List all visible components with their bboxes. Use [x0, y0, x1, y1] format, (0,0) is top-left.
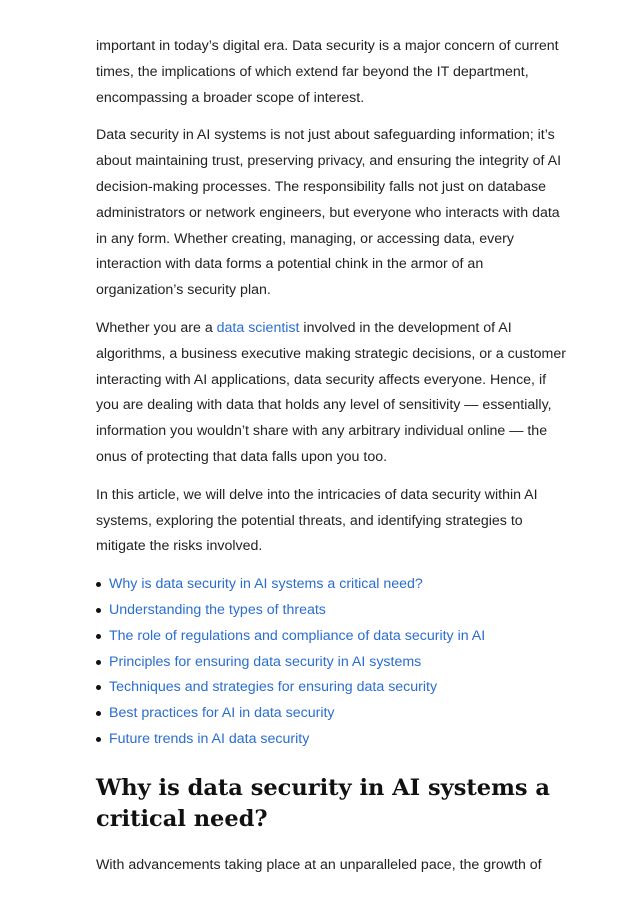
toc-link-techniques-strategies[interactable]: Techniques and strategies for ensuring data security	[109, 679, 438, 696]
toc-link-critical-need[interactable]: Why is data security in AI systems a critical need?	[109, 576, 423, 593]
toc-item	[96, 598, 566, 624]
article-body	[96, 34, 566, 891]
toc-link-regulations-compliance[interactable]: The role of regulations and compliance of data security in AI	[109, 627, 486, 644]
paragraph-text-before-link: Whether you are a	[96, 319, 217, 336]
toc-link-types-of-threats[interactable]: Understanding the types of threats	[109, 601, 326, 618]
paragraph-text-after-link: involved in the development of AI algorithms, a business executive making strategic decisions, or a customer interacting with AI applications, data security affects everyone. Hence, if you are dealing with data that holds any level of sensitivity — essentially, information you wouldn’t share with any arbitrary individual online — the onus of protecting that data falls upon you too.	[96, 319, 566, 465]
bullet-icon	[96, 685, 101, 690]
section-heading: Why is data security in AI systems a critical need?	[96, 774, 550, 832]
data-scientist-link[interactable]: data scientist	[216, 319, 300, 336]
paragraph-article-overview: In this article, we will delve into the intricacies of data security within AI systems, exploring the potential threats, and identifying strategies to mitigate the risks involved.	[96, 486, 538, 555]
toc-item	[96, 572, 566, 598]
toc-item	[96, 624, 566, 650]
toc-item	[96, 701, 566, 727]
table-of-contents	[96, 572, 566, 753]
bullet-icon	[96, 711, 101, 716]
bullet-icon	[96, 634, 101, 639]
paragraph-data-security-ai: Data security in AI systems is not just about safeguarding information; it’s about maintaining trust, preserving privacy, and ensuring the integrity of AI decision-making processes. The responsibility falls not just on database administrators or network engineers, but everyone who interacts with data in any form. Whether creating, managing, or accessing data, every interaction with data forms a potential chink in the armor of an organization’s security plan.	[96, 127, 562, 299]
toc-link-best-practices[interactable]: Best practices for AI in data security	[109, 705, 335, 722]
paragraph-intro-continued: important in today’s digital era. Data security is a major concern of current times, the implications of which extend far beyond the IT department, encompassing a broader scope of interest.	[96, 38, 559, 106]
toc-link-future-trends[interactable]: Future trends in AI data security	[109, 730, 310, 747]
toc-item	[96, 650, 566, 676]
bullet-icon	[96, 608, 101, 613]
paragraph-section-start: With advancements taking place at an unparalleled pace, the growth of	[96, 856, 542, 873]
paragraph-who-is-affected	[96, 316, 566, 471]
bullet-icon	[96, 660, 101, 665]
toc-link-principles[interactable]: Principles for ensuring data security in AI systems	[109, 653, 422, 670]
toc-item	[96, 727, 566, 753]
bullet-icon	[96, 582, 101, 587]
bullet-icon	[96, 737, 101, 742]
toc-item	[96, 675, 566, 701]
